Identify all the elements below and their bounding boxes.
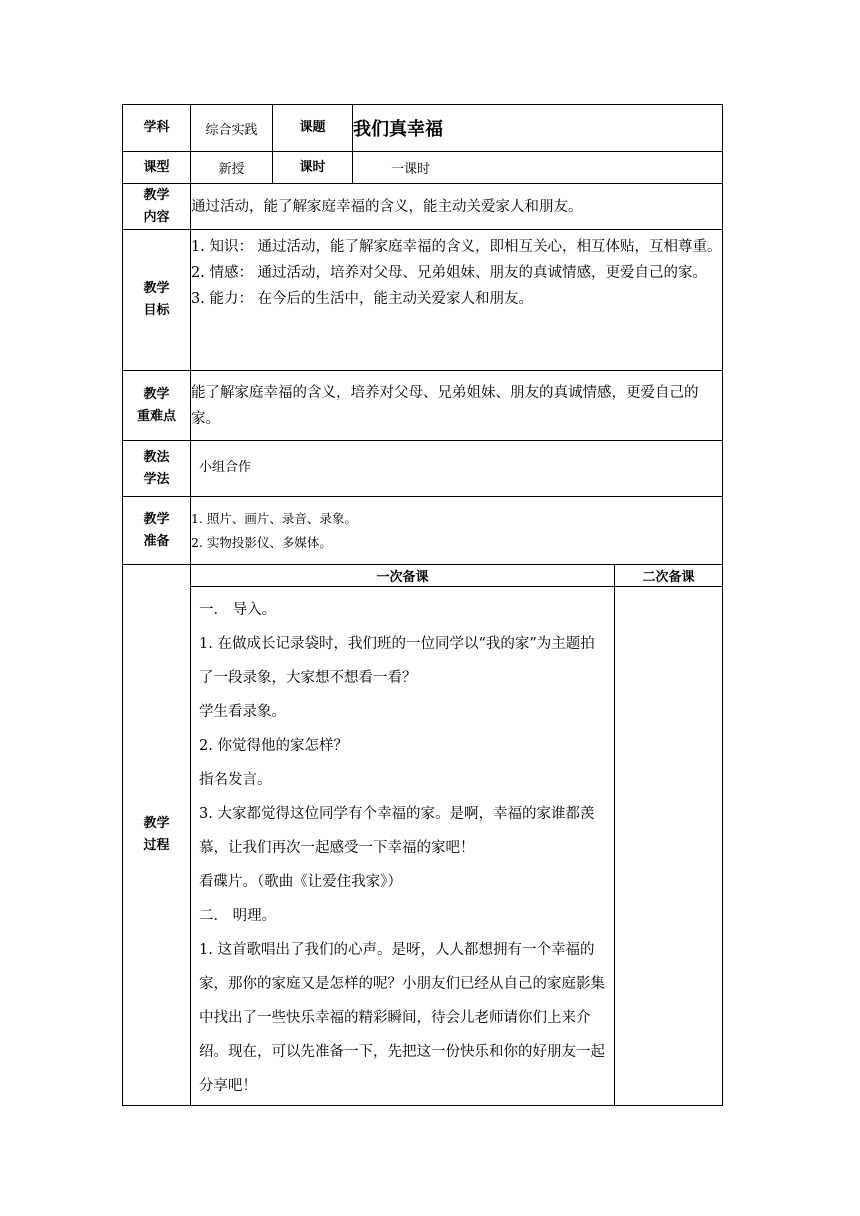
key-points-label-line-2: 重难点 [136,408,176,424]
second-prep-content [615,587,723,1106]
process-paragraph: 看碟片。（歌曲《让爱住我家》） [199,874,402,890]
goals-label-line-1: 教学 [143,281,170,296]
row-process-body [123,587,723,1106]
process-paragraph: 1. 这首歌唱出了我们的心声。是呀，人人都想拥有一个幸福的家，那你的家庭又是怎样的呢？小朋友们已经从自己的家庭影集中找出了一些快乐幸福的精彩瞬间，待会儿老师请你们上来介绍。现在，可以先准备一下，先把这一份快乐和你的好朋友一起分享吧！ [199,942,605,1094]
preparation-item-1: 1. 照片、画片、录音、录象。 [191,510,357,526]
key-points-label-line-1: 教学 [143,386,170,402]
goal-ability: 3. 能力： 在今后的生活中，能主动关爱家人和朋友。 [191,291,534,307]
process-paragraph: 指名发言。 [199,772,272,788]
key-points-text: 能了解家庭幸福的含义，培养对父母、兄弟姐妹、朋友的真诚情感，更爱自己的家。 [191,371,723,441]
process-paragraph: 一． 导入。 [199,602,277,618]
preparation-item-2: 2. 实物投影仪、多媒体。 [191,534,332,550]
row-preparation [123,497,723,565]
subject-value: 综合实践 [191,105,273,152]
preparation-label-line-1: 教学 [143,511,170,527]
goal-knowledge: 1. 知识： 通过活动，能了解家庭幸福的含义，即相互关心，相互体贴，互相尊重。 [191,239,722,255]
hours-value: 一课时 [353,152,723,184]
row-subject-topic [123,105,723,152]
lesson-plan-table [122,104,723,1106]
type-value: 新授 [191,152,273,184]
methods-label [123,441,191,497]
goals-label [123,230,191,371]
subject-label: 学科 [123,105,191,152]
hours-label: 课时 [273,152,353,184]
row-methods [123,441,723,497]
goals-text [191,230,723,371]
row-process-header [123,565,723,587]
process-paragraph: 学生看录象。 [199,704,286,720]
goals-label-line-2: 目标 [143,303,170,318]
process-label-line-1: 教学 [143,816,170,831]
methods-text: 小组合作 [191,441,723,497]
methods-label-line-1: 教法 [143,449,170,465]
methods-label-line-2: 学法 [143,471,170,487]
preparation-label [123,497,191,565]
first-prep-content [191,587,615,1106]
second-prep-header: 二次备课 [615,565,723,587]
content-text: 通过活动，能了解家庭幸福的含义，能主动关爱家人和朋友。 [191,184,723,230]
process-paragraph: 1. 在做成长记录袋时，我们班的一位同学以“我的家”为主题拍了一段录象，大家想不想看一看？ [199,636,595,686]
row-key-points [123,371,723,441]
row-content [123,184,723,230]
type-label: 课型 [123,152,191,184]
content-label-line-2: 内容 [143,209,170,225]
topic-title: 我们真幸福 [353,105,723,152]
process-paragraph: 3. 大家都觉得这位同学有个幸福的家。是啊，幸福的家谁都羡慕，让我们再次一起感受一下幸福的家吧！ [199,806,595,856]
goal-emotion: 2. 情感： 通过活动，培养对父母、兄弟姐妹、朋友的真诚情感，更爱自己的家。 [191,265,708,281]
process-label [123,565,191,1106]
row-type-hours [123,152,723,184]
process-label-line-2: 过程 [143,838,170,853]
preparation-text [191,497,723,565]
process-paragraph: 2. 你觉得他的家怎样？ [199,738,348,754]
content-label-line-1: 教学 [143,187,170,203]
topic-label: 课题 [273,105,353,152]
row-goals [123,230,723,371]
preparation-label-line-2: 准备 [143,533,170,549]
process-paragraph: 二． 明理。 [199,908,277,924]
content-label [123,184,191,230]
key-points-label [123,371,191,441]
first-prep-header: 一次备课 [191,565,615,587]
